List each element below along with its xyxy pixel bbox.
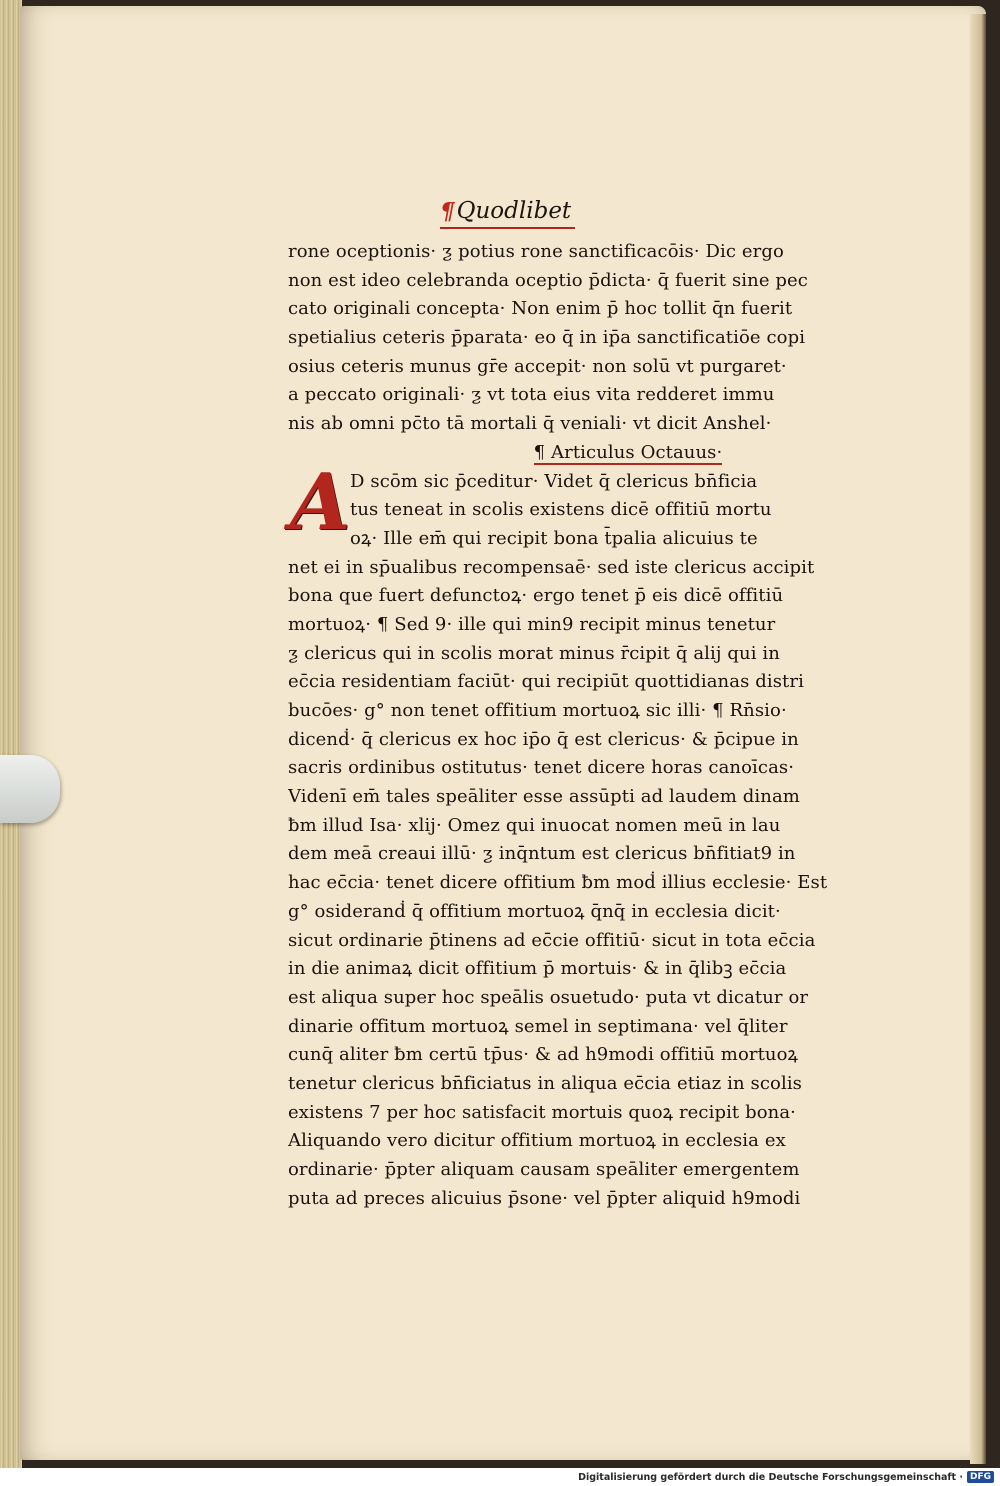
footer-bar — [0, 1468, 1000, 1486]
text-line: ƺ clericus qui in scolis morat minus r̄cipit q̄ alij qui in — [288, 642, 780, 664]
text-line: spetialius ceteris p̄parata· eo q̄ in ip̄a sanctificatiōe copi — [288, 327, 806, 349]
text-line: a peccato originali· ƺ vt tota eius vita redderet immu — [288, 384, 775, 406]
text-line: osius ceteris munus gr̄e accepit· non solū vt purgaret· — [288, 355, 787, 377]
text-line: in die animaꝝ dicit offitium p̄ mortuis· & in q̄libꝫ ec̄cia — [288, 958, 787, 980]
article-heading-text: ¶ Articulus Octauus· — [533, 441, 723, 463]
running-header — [440, 195, 575, 229]
text-line: ec̄cia residentiam faciūt· qui recipiūt quottidianas distri — [288, 671, 804, 693]
text-line: mortuoꝝ· ¶ Sed 9· ille qui min9 recipit minus tenetur — [288, 613, 776, 635]
text-line: rone oceptionis· ƺ potius rone sanctificacōis· Dic ergo — [288, 241, 784, 262]
text-line: non est ideo celebranda oceptio p̄dicta· q̄ fuerit sine pec — [288, 269, 808, 291]
article-heading — [288, 439, 848, 468]
text-line: net ei in sp̄ualibus recompensaē· sed iste clericus accipit — [288, 556, 815, 578]
text-line: cunq̄ aliter ƀm certū tp̄us· & ad h9modi offitiū mortuoꝝ — [288, 1044, 799, 1066]
dfg-logo-icon[interactable]: DFG — [967, 1471, 994, 1483]
text-line: ordinarie· p̄pter aliquam causam speāliter emergentem — [288, 1159, 800, 1180]
text-line: est aliqua super hoc speālis osuetudo· puta vt dicatur or — [288, 986, 809, 1008]
text-line: dem meā creaui illū· ƺ inq̄ntum est clericus bn̄fitiat9 in — [288, 843, 796, 865]
text-line: puta ad preces alicuius p̄sone· vel p̄pter aliquid h9modi — [288, 1187, 801, 1209]
decorated-initial: A — [290, 457, 351, 548]
text-line: Videnī em̄ tales speāliter esse assūpti ad laudem dinam — [288, 786, 800, 808]
pilcrow-mark: ¶ — [440, 197, 455, 225]
text-line: sicut ordinarie p̄tinens ad ec̄cie offitiū· sicut in tota ec̄cia — [288, 929, 816, 951]
text-line: tus teneat in scolis existens dicē offitiū mortu — [350, 499, 772, 521]
page-clip — [0, 755, 60, 823]
text-line: cato originali concepta· Non enim p̄ hoc tollit q̄n fuerit — [288, 298, 793, 320]
text-line: ƀm illud Isa· xlij· Omez qui inuocat nomen meū in lau — [288, 814, 781, 836]
text-line: nis ab omni pc̄to tā mortali q̄ veniali· vt dicit Anshel· — [288, 413, 772, 435]
text-line: dicenḋ· q̄ clericus ex hoc ip̄o q̄ est clericus· & p̄cipue in — [288, 728, 799, 750]
text-line: bucōes· g° non tenet offitium mortuoꝝ sic illi· ¶ Rn̄sio· — [288, 700, 787, 721]
text-line: oꝝ· Ille em̄ qui recipit bona t̄palia alicuius te — [350, 527, 758, 549]
footer-credit: Digitalisierung gefördert durch die Deutsche Forschungsgemeinschaft · — [578, 1471, 963, 1483]
text-line: hac ec̄cia· tenet dicere offitium ƀm moḋ illius ecclesie· Est — [288, 872, 828, 894]
text-line: sacris ordinibus ostitutus· tenet dicere horas canoīcas· — [288, 757, 795, 779]
text-column — [288, 238, 848, 1213]
book-fore-edge — [0, 0, 22, 1468]
text-line: dinarie offitum mortuoꝝ semel in septimana· vel q̄liter — [288, 1015, 788, 1037]
page-gutter-shadow — [970, 14, 986, 1464]
text-line: tenetur clericus bn̄ficiatus in aliqua ec̄cia etiaz in scolis — [288, 1072, 803, 1094]
running-header-title: Quodlibet — [456, 198, 572, 224]
text-line: bona que fuert defunctoꝝ· ergo tenet p̄ eis dicē offitiū — [288, 585, 784, 607]
text-line: D scōm sic p̄ceditur· Videt q̄ clericus bn̄ficia — [350, 470, 758, 492]
text-line: Aliquando vero dicitur offitium mortuoꝝ in ecclesia ex — [288, 1130, 786, 1152]
text-line: g° osideranḋ q̄ offitium mortuoꝝ q̄nq̄ in ecclesia dicit· — [288, 900, 781, 922]
text-line: existens 7 per hoc satisfacit mortuis quoꝝ recipit bona· — [288, 1101, 796, 1123]
